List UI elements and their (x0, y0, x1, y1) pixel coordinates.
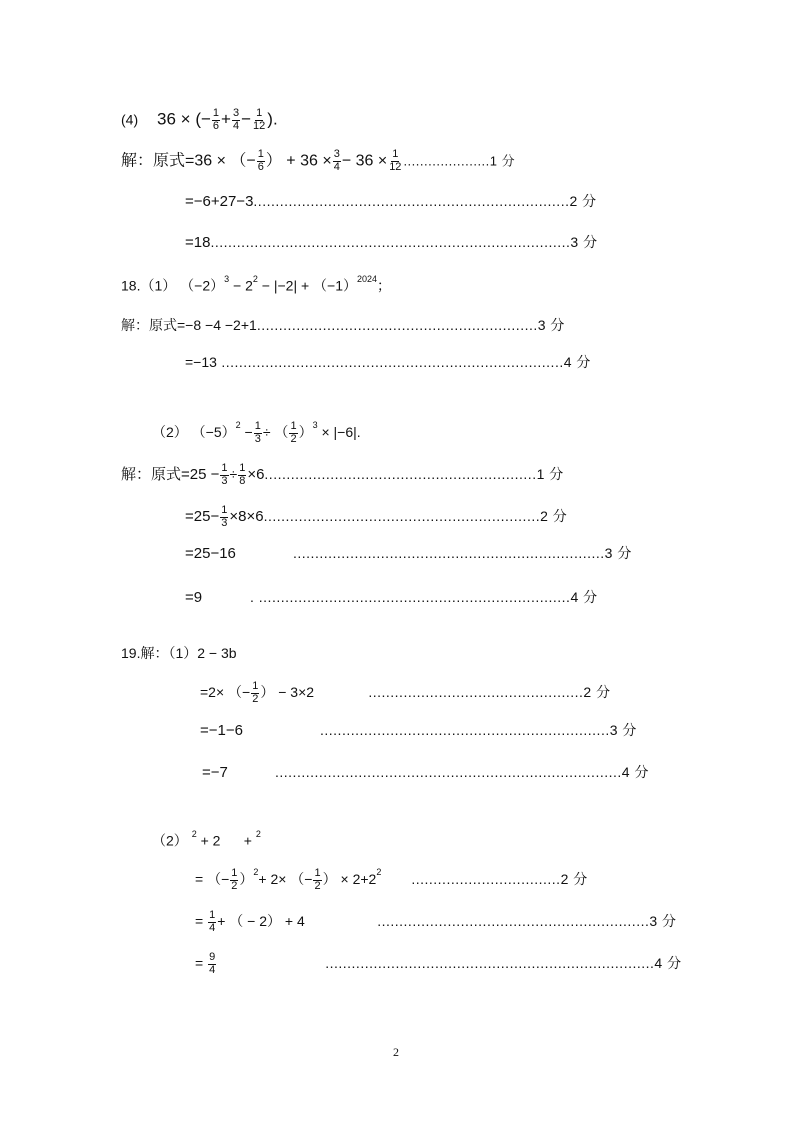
numerator: 1 (392, 148, 399, 160)
denominator: 3 (254, 432, 261, 445)
numerator: 1 (256, 107, 263, 119)
problem-19-2-step-3: = $\frac{9}{4}$ ...........................................................................4 分 (195, 951, 682, 976)
denominator: 3 (221, 474, 228, 487)
denominator: 4 (209, 921, 216, 934)
numerator: 1 (231, 867, 238, 879)
denominator: 8 (239, 474, 246, 487)
numerator: 9 (209, 951, 216, 963)
fraction (238, 463, 246, 487)
fraction (212, 108, 220, 132)
problem-18-2-step-2: =25− $\frac{1}{3}$ ×8×6...............................................................2 分 (185, 504, 568, 529)
denominator: 2 (252, 692, 259, 705)
numerator: 1 (254, 420, 261, 432)
denominator: 2 (290, 432, 297, 445)
numerator: 1 (212, 107, 220, 119)
page-number: 2 (393, 1045, 399, 1059)
problem-19-2-step-2: = $\frac{1}{4}$ + （ − 2） + 4 ..............................................................3 分 (195, 909, 677, 934)
fraction (254, 421, 262, 445)
numerator: 1 (290, 420, 297, 432)
denominator: 3 (221, 516, 228, 529)
problem-19-1-step-1: =2× （− $\frac{1}{2}$ ） − 3×2 .................................................2 分 (200, 680, 611, 705)
fraction (252, 108, 266, 132)
problem-4: (4) 36 × (− $\frac{1}{6}$ + $\frac{3}{4}$ − $\frac{1}{12}$ ). (121, 107, 278, 132)
fraction (220, 463, 228, 487)
numerator: 3 (232, 107, 240, 119)
fraction (208, 910, 216, 934)
fraction (257, 149, 265, 173)
denominator: 6 (212, 119, 220, 132)
fraction (251, 681, 259, 705)
problem-19-1: 19.解：（1）2 − 3b (121, 645, 237, 661)
fraction (333, 149, 341, 173)
denominator: 2 (314, 879, 321, 892)
denominator: 12 (389, 160, 402, 173)
numerator: 1 (257, 148, 264, 160)
numerator: 1 (221, 504, 228, 516)
problem-4-step-2: =−6+27−3........................................................................2 分 (185, 193, 597, 210)
numerator: 1 (252, 680, 259, 692)
numerator: 1 (209, 909, 216, 921)
denominator: 12 (253, 119, 266, 132)
problem-18-2: （2） $(-5)^2$ − $\frac{1}{3}$ ÷ （ $\frac{1}{2}$ ）$^3$ × |−6|. (152, 420, 361, 445)
numerator: 1 (239, 462, 246, 474)
problem-18-2-step-4: =9 . .......................................................................4 分 (185, 589, 598, 606)
problem-19-1-step-3: =−7 ...............................................................................4 分 (202, 764, 649, 781)
fraction (289, 421, 297, 445)
problem-18-2-step-1: 解：原式=25 − $\frac{1}{3}$ ÷ $\frac{1}{8}$ ×6..............................................................1 分 (121, 462, 564, 487)
fraction (232, 108, 240, 132)
denominator: 6 (257, 160, 264, 173)
problem-18-1-step-1: 解：原式=−8 −4 −2+1................................................................3 分 (121, 317, 565, 333)
fraction (313, 868, 321, 892)
problem-18-1-step-2: =−13 ..............................................................................4 分 (185, 354, 591, 370)
problem-19-2: （2） $^2$ + 2 + $^2$ (152, 829, 261, 849)
problem-19-2-step-1: = （− $\frac{1}{2}$ ）$^2$+ 2× （− $\frac{1}{2}$ ） × $2+2^2$ ..................................2 分 (195, 867, 588, 892)
denominator: 2 (231, 879, 238, 892)
numerator: 1 (314, 867, 321, 879)
denominator: 4 (232, 119, 240, 132)
problem-18-2-step-3: =25−16 .......................................................................3 分 (185, 545, 632, 562)
denominator: 4 (333, 160, 340, 173)
numerator: 3 (333, 148, 340, 160)
problem-4-step-3: =18..................................................................................3 分 (185, 234, 598, 251)
problem-18-1: 18.（1） $(-2)^3 - 2^2 - |-2| + (-1)^{2024}$； (121, 274, 392, 294)
fraction (230, 868, 238, 892)
problem-19-1-step-2: =−1−6 ..................................................................3 分 (200, 722, 637, 739)
fraction (220, 505, 228, 529)
numerator: 1 (221, 462, 228, 474)
fraction (388, 149, 402, 173)
denominator: 4 (209, 963, 216, 976)
problem-4-step-1: 解：原式=36 × （− $\frac{1}{6}$ ） + 36 × $\frac{3}{4}$ − 36 × $\frac{1}{12}$ .....................1 分 (121, 148, 516, 173)
fraction (208, 952, 216, 976)
